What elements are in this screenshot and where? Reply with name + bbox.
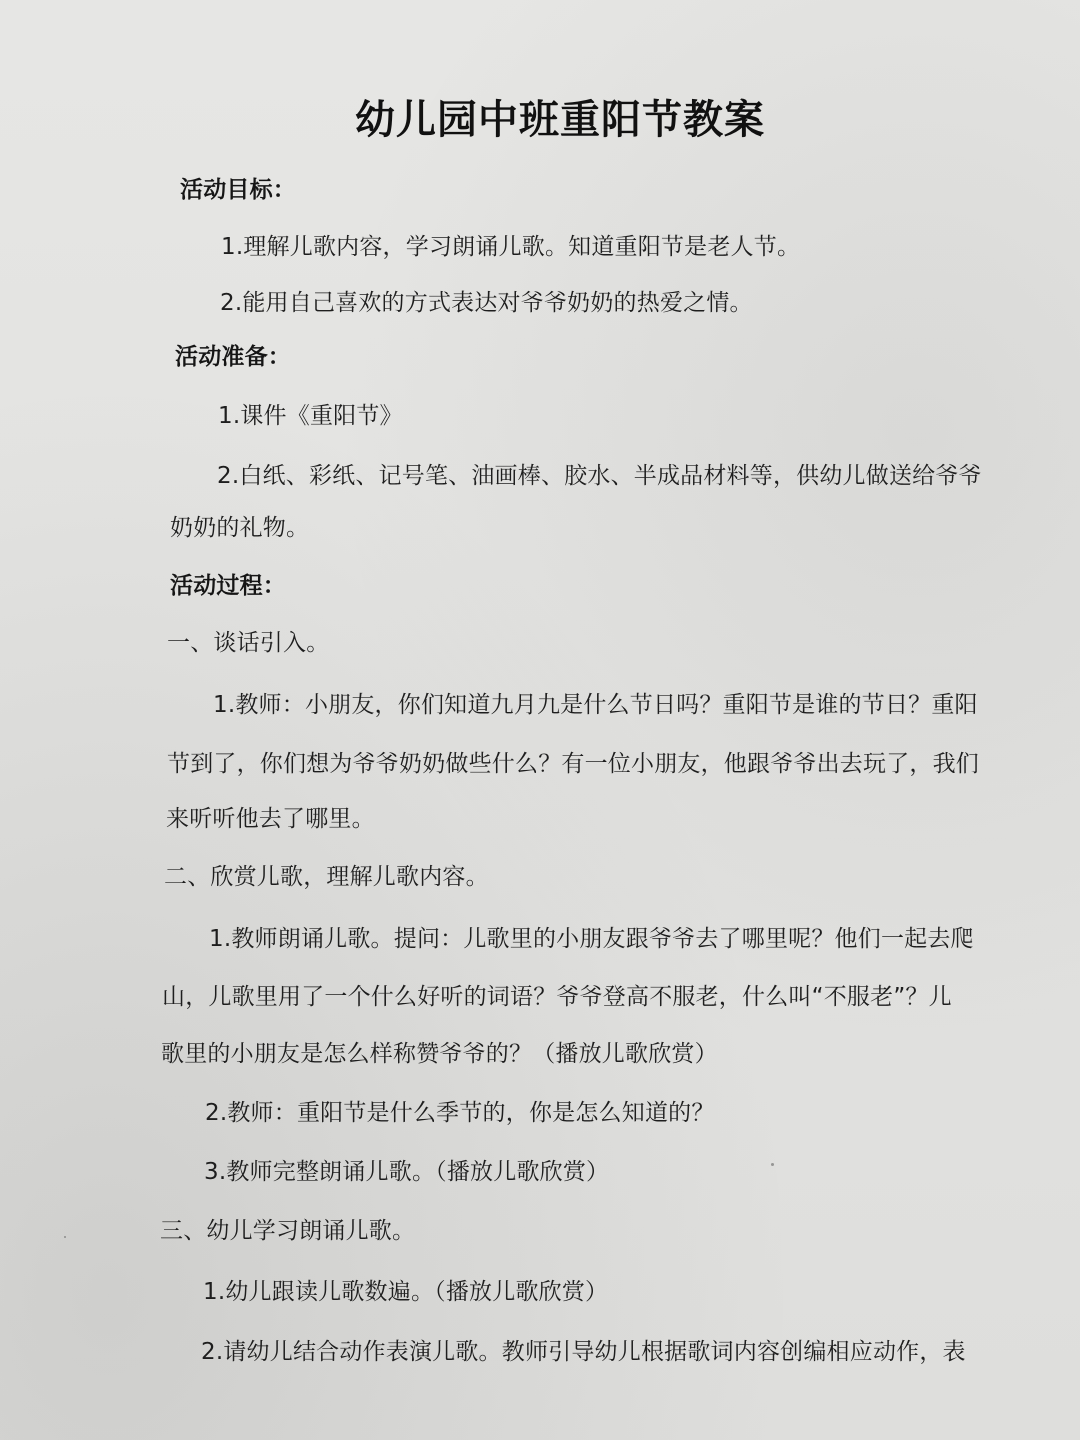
prep-line-2a: 2.白纸、彩纸、记号笔、油画棒、胶水、半成品材料等，供幼儿做送给爷爷 <box>217 463 982 489</box>
goal-line-1: 1.理解儿歌内容，学习朗诵儿歌。知道重阳节是老人节。 <box>221 234 801 260</box>
step-2-line-c: 歌里的小朋友是怎么样称赞爷爷的？（播放儿歌欣赏） <box>161 1041 718 1067</box>
paper-speck <box>64 1236 66 1238</box>
step-2-item-3: 3.教师完整朗诵儿歌。（播放儿歌欣赏） <box>204 1159 610 1185</box>
step-1-heading: 一、谈话引入。 <box>167 630 330 656</box>
prep-line-1: 1.课件《重阳节》 <box>218 403 403 429</box>
step-2-line-b: 山，儿歌里用了一个什么好听的词语？爷爷登高不服老，什么叫“不服老”？儿 <box>162 984 952 1010</box>
process-heading: 活动过程： <box>170 573 286 599</box>
step-3-item-2: 2.请幼儿结合动作表演儿歌。教师引导幼儿根据歌词内容创编相应动作，表 <box>201 1339 966 1365</box>
step-3-item-1: 1.幼儿跟读儿歌数遍。（播放儿歌欣赏） <box>203 1279 609 1305</box>
document-title: 幼儿园中班重阳节教案 <box>355 97 765 143</box>
prep-line-2b: 奶奶的礼物。 <box>170 515 310 541</box>
prep-heading: 活动准备： <box>175 344 291 370</box>
step-1-line-b: 节到了，你们想为爷爷奶奶做些什么？有一位小朋友，他跟爷爷出去玩了，我们 <box>167 751 979 777</box>
step-3-heading: 三、幼儿学习朗诵儿歌。 <box>160 1218 416 1244</box>
step-1-line-a: 1.教师：小朋友，你们知道九月九是什么节日吗？重阳节是谁的节日？重阳 <box>213 692 978 718</box>
step-1-line-c: 来听听他去了哪里。 <box>166 806 375 832</box>
step-2-line-a: 1.教师朗诵儿歌。提问：儿歌里的小朋友跟爷爷去了哪里呢？他们一起去爬 <box>209 926 974 952</box>
goals-heading: 活动目标： <box>180 177 296 203</box>
step-2-heading: 二、欣赏儿歌，理解儿歌内容。 <box>164 864 489 890</box>
paper-speck <box>771 1163 774 1166</box>
goal-line-2: 2.能用自己喜欢的方式表达对爷爷奶奶的热爱之情。 <box>220 290 753 316</box>
step-2-item-2: 2.教师：重阳节是什么季节的，你是怎么知道的？ <box>205 1100 715 1126</box>
